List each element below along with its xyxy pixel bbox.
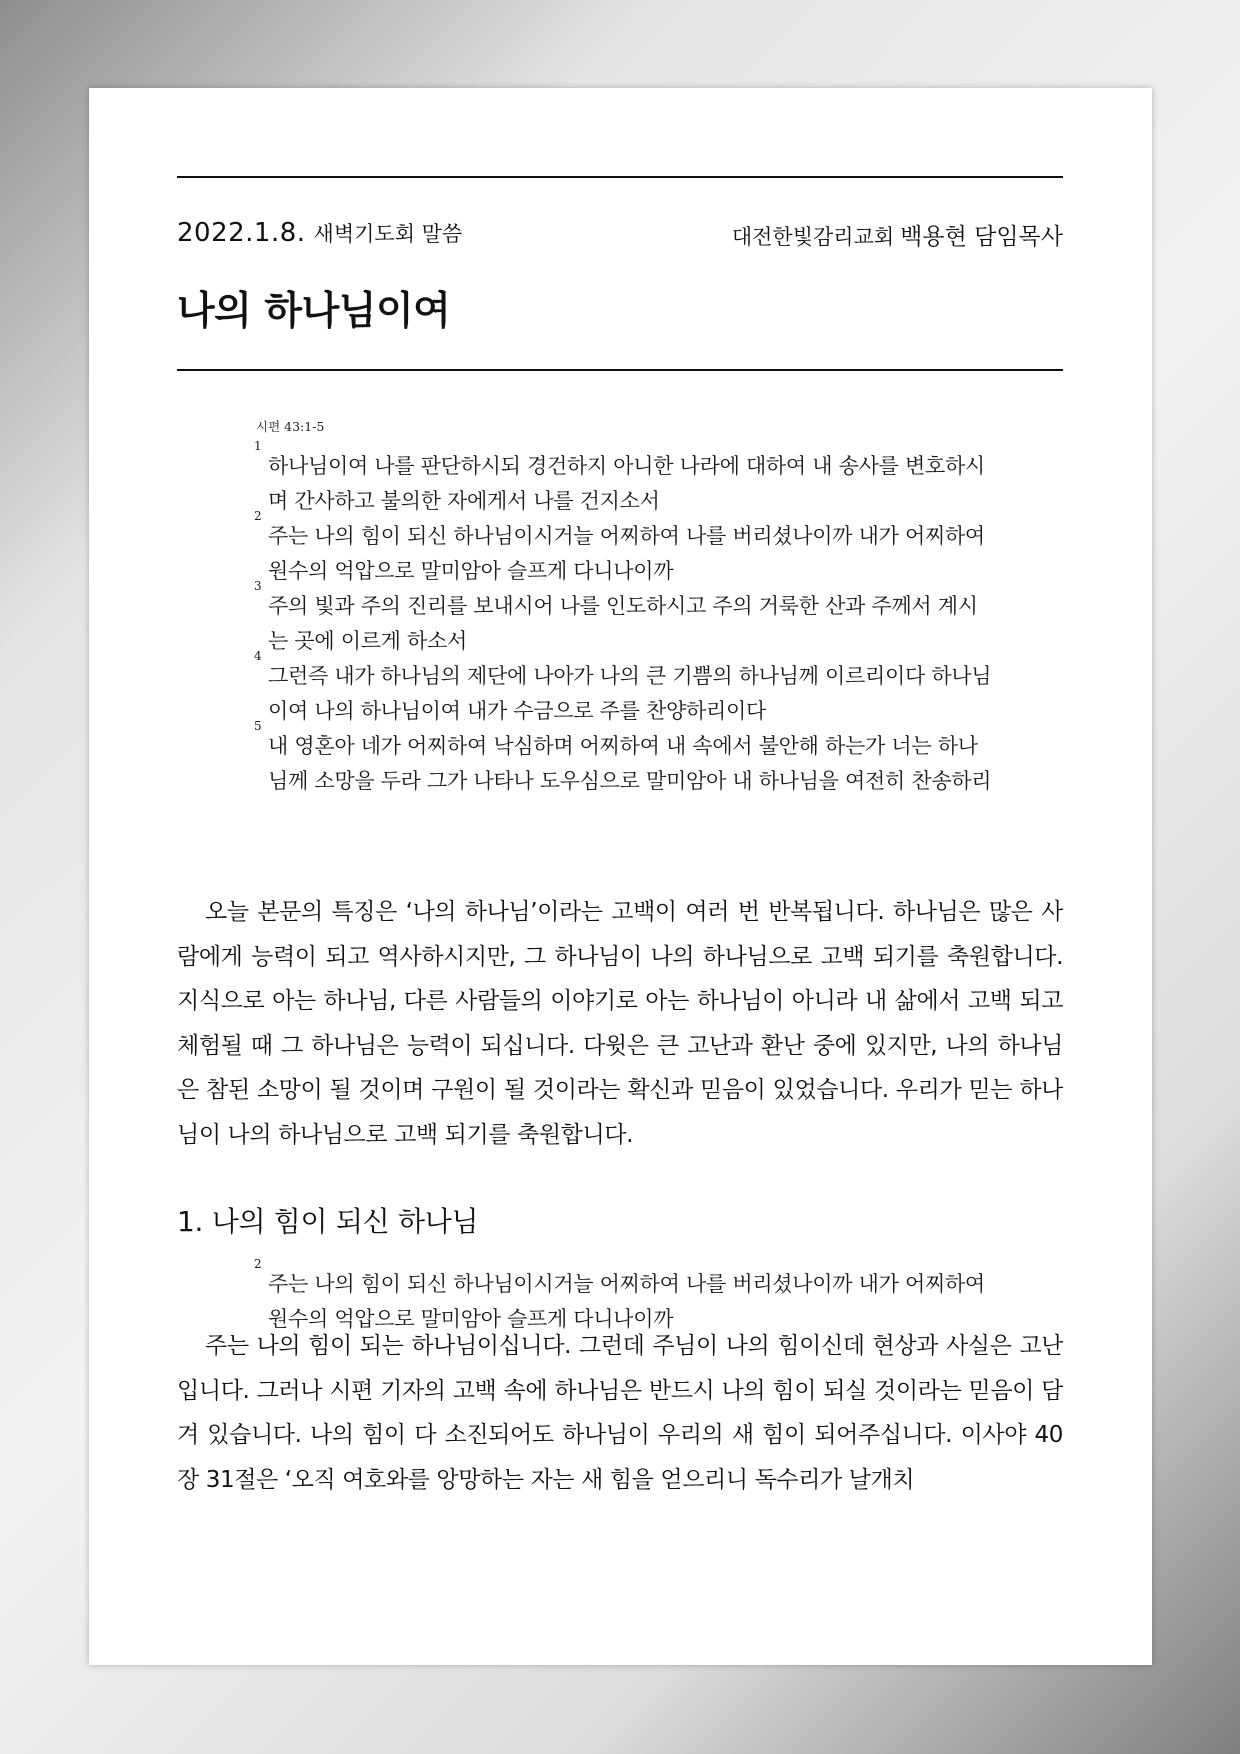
verse-text: 주는 나의 힘이 되신 하나님이시거늘 어찌하여 나를 버리셨나이까 내가 어찌하여 원수의 억압으로 말미암아 슬프게 다니나이까 bbox=[268, 1272, 985, 1331]
service-name: 새벽기도회 말씀 bbox=[313, 222, 463, 246]
intro-paragraph: 오늘 본문의 특징은 ‘나의 하나님’이라는 고백이 여러 번 반복됩니다. 하나님은 많은 사람에게 능력이 되고 역사하시지만, 그 하나님이 나의 하나님으로 고백 되기를 축원합니다. 지식으로 아는 하나님, 다른 사람들의 이야기로 아는 하나님이 아니라 내 삶에서 고백 되고 체험될 때 그 하나님은 능력이 되십니다. 다윗은 큰 고난과 환난 중에 있지만, 나의 하나님은 참된 소망이 될 것이며 구원이 될 것이라는 확신과 믿음이 있었습니다. 우리가 믿는 하나님이 나의 하나님으로 고백 되기를 축원합니다. bbox=[177, 899, 1063, 1148]
verse-text: 하나님이여 나를 판단하시되 경건하지 아니한 나라에 대하여 내 송사를 변호하시며 간사하고 불의한 자에게서 나를 건지소서 bbox=[268, 454, 985, 513]
header-top-rule bbox=[177, 176, 1063, 178]
church-name: 대전한빛감리교회 bbox=[731, 225, 895, 249]
header-bottom-rule bbox=[177, 369, 1063, 371]
verse-number: 2 bbox=[254, 1257, 262, 1271]
section-heading-1: 1. 나의 힘이 되신 하나님 bbox=[177, 1205, 479, 1238]
verse-number: 3 bbox=[254, 579, 262, 593]
preacher-line bbox=[732, 218, 1063, 251]
verse-1 bbox=[254, 439, 994, 519]
document-page bbox=[89, 88, 1152, 1665]
scripture-passage bbox=[254, 439, 994, 799]
sermon-date: 2022.1.8. bbox=[177, 218, 306, 248]
verse-4 bbox=[254, 649, 994, 729]
section-1-paragraph: 주는 나의 힘이 되는 하나님이십니다. 그런데 주님이 나의 힘이신데 현상과 사실은 고난입니다. 그러나 시편 기자의 고백 속에 하나님은 반드시 나의 힘이 되실 것이라는 믿음이 담겨 있습니다. 나의 힘이 다 소진되어도 하나님이 우리의 새 힘이 되어주십니다. 이사야 40장 31절은 ‘오직 여호와를 앙망하는 자는 새 힘을 얻으리니 독수리가 날개치 bbox=[177, 1333, 1063, 1493]
verse-number: 5 bbox=[254, 719, 262, 733]
scripture-reference: 시편 43:1-5 bbox=[256, 419, 325, 434]
sermon-meta bbox=[177, 218, 1063, 250]
verse-number: 1 bbox=[254, 439, 262, 453]
verse-text: 주는 나의 힘이 되신 하나님이시거늘 어찌하여 나를 버리셨나이까 내가 어찌하여 원수의 억압으로 말미암아 슬프게 다니나이까 bbox=[268, 524, 985, 583]
verse-text: 그런즉 내가 하나님의 제단에 나아가 나의 큰 기쁨의 하나님께 이르리이다 하나님이여 나의 하나님이여 내가 수금으로 주를 찬양하리이다 bbox=[268, 664, 992, 723]
sermon-title: 나의 하나님이여 bbox=[177, 289, 451, 334]
verse-number: 4 bbox=[254, 649, 262, 663]
verse-3 bbox=[254, 579, 994, 659]
sermon-date-line bbox=[177, 218, 462, 248]
verse-text: 내 영혼아 네가 어찌하여 낙심하며 어찌하여 내 속에서 불안해 하는가 너는 하나님께 소망을 두라 그가 나타나 도우심으로 말미암아 내 하나님을 여전히 찬송하리 bbox=[268, 734, 992, 793]
verse-number: 2 bbox=[254, 509, 262, 523]
verse-5 bbox=[254, 719, 994, 799]
verse-text: 주의 빛과 주의 진리를 보내시어 나를 인도하시고 주의 거룩한 산과 주께서 계시는 곳에 이르게 하소서 bbox=[268, 594, 978, 653]
pastor-name: 백용현 담임목사 bbox=[900, 224, 1063, 250]
verse-2 bbox=[254, 509, 994, 589]
